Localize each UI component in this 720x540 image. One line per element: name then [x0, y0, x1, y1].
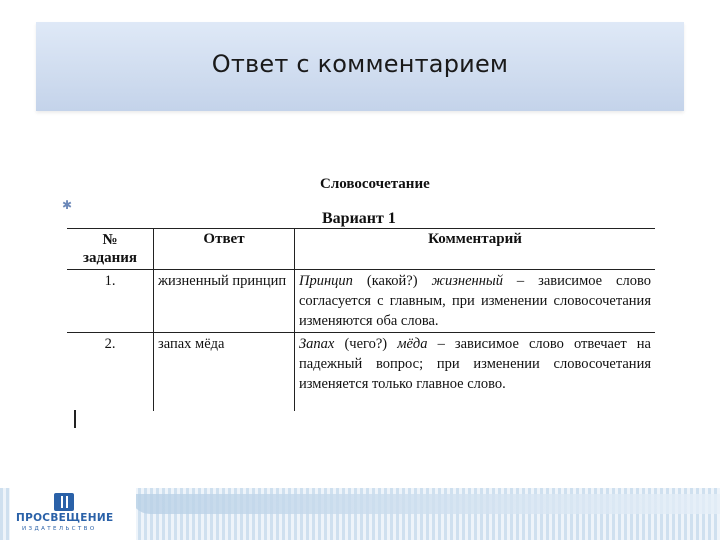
- table-header-row: [67, 229, 655, 270]
- row-number: 1.: [67, 270, 154, 333]
- comment-explanation: – зависимое слово отвечает на падежный вопрос; при изменении словосочетания изменяется только главное слово.: [299, 336, 651, 392]
- answer-table: [67, 228, 655, 411]
- comment-main-word: Принцип: [299, 273, 353, 289]
- comment-main-word: Запах: [299, 336, 335, 352]
- row-answer: жизненный принцип: [154, 270, 295, 333]
- variant-label: Вариант 1: [322, 210, 396, 227]
- comment-question: (чего?): [334, 336, 398, 352]
- publisher-logo-icon: [54, 493, 74, 511]
- slide-title: Ответ с комментарием: [211, 50, 509, 78]
- row-comment: [295, 270, 656, 333]
- comment-question: (какой?): [352, 273, 432, 289]
- header-number: № задания: [67, 229, 154, 270]
- bullet-marker-icon: ✱: [62, 198, 73, 212]
- row-comment: [295, 333, 656, 412]
- header-comment: Комментарий: [295, 229, 656, 270]
- comment-dependent-word: жизненный: [431, 273, 503, 289]
- footer-wave: [130, 494, 720, 514]
- header-answer: Ответ: [154, 229, 295, 270]
- row-answer: запах мёда: [154, 333, 295, 412]
- slide-title-bar: [36, 22, 684, 111]
- comment-dependent-word: мёда: [397, 336, 428, 352]
- comment-explanation: – зависимое слово согласуется с главным, при изменении словосочетания изменяются оба слова.: [299, 273, 651, 329]
- row-number: 2.: [67, 333, 154, 412]
- publisher-logo-subtext: ИЗДАТЕЛЬСТВО: [22, 526, 97, 532]
- table-edge-divider: [74, 410, 76, 428]
- table-row: [67, 270, 655, 333]
- publisher-logo-text: ПРОСВЕЩЕНИЕ: [16, 512, 114, 524]
- document-heading: Словосочетание: [320, 176, 430, 192]
- table-row: [67, 333, 655, 412]
